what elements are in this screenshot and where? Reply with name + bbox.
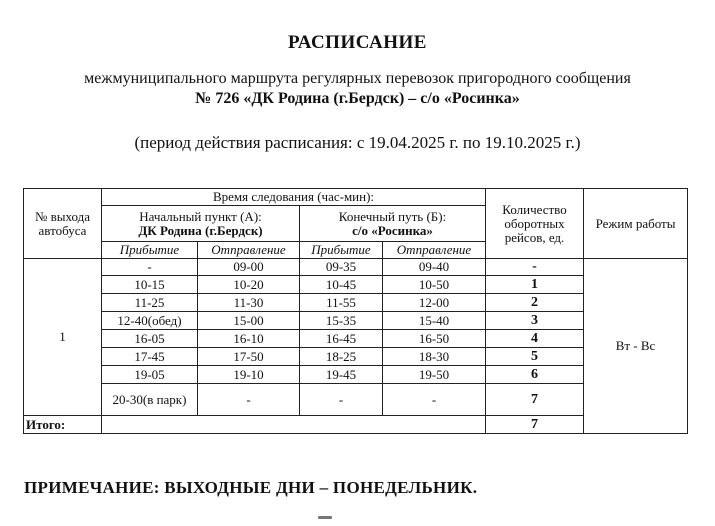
schedule-table (23, 188, 688, 434)
b-arrival-cell: - (300, 384, 383, 416)
header-trips-count: Количество оборотных рейсов, ед. (486, 189, 584, 259)
a-departure-cell: 09-00 (198, 259, 300, 276)
trip-count-cell: 7 (486, 384, 584, 416)
b-arrival-cell: 09-35 (300, 259, 383, 276)
b-departure-cell: 09-40 (383, 259, 486, 276)
b-departure-cell: 12-00 (383, 294, 486, 312)
a-departure-cell: 10-20 (198, 276, 300, 294)
header-a-arrival: Прибытие (102, 242, 198, 259)
a-arrival-cell: 12-40(обед) (102, 312, 198, 330)
header-b-departure: Отправление (383, 242, 486, 259)
b-departure-cell: 10-50 (383, 276, 486, 294)
point-a-name: ДК Родина (г.Бердск) (138, 222, 263, 238)
a-arrival-cell: 11-25 (102, 294, 198, 312)
route-name: № 726 «ДК Родина (г.Бердск) – с/о «Росинка» (195, 90, 520, 107)
b-departure-cell: 19-50 (383, 366, 486, 384)
total-value: 7 (486, 416, 584, 434)
header-a-departure: Отправление (198, 242, 300, 259)
a-departure-cell: 16-10 (198, 330, 300, 348)
b-departure-cell: - (383, 384, 486, 416)
b-arrival-cell: 10-45 (300, 276, 383, 294)
validity-period: (период действия расписания: с 19.04.2025 г. по 19.10.2025 г.) (134, 133, 581, 152)
point-b-name: с/о «Росинка» (352, 222, 433, 238)
table-row (24, 259, 688, 276)
trip-count-cell: 5 (486, 348, 584, 366)
trip-count-cell: 3 (486, 312, 584, 330)
header-exit-number: № выхода автобуса (24, 189, 102, 259)
point-b-label: Конечный путь (Б): (338, 208, 447, 224)
total-label: Итого: (24, 416, 102, 434)
bus-exit-number: 1 (24, 259, 102, 416)
b-departure-cell: 18-30 (383, 348, 486, 366)
a-departure-cell: 17-50 (198, 348, 300, 366)
point-a-label: Начальный пункт (А): (139, 208, 262, 224)
header-point-a (102, 206, 300, 242)
total-spacer (102, 416, 486, 434)
header-mode: Режим работы (584, 189, 688, 259)
a-departure-cell: 15-00 (198, 312, 300, 330)
header-point-b (300, 206, 486, 242)
mode-value: Вт - Вс (584, 259, 688, 434)
a-arrival-cell: 10-15 (102, 276, 198, 294)
trip-count-cell: 6 (486, 366, 584, 384)
a-departure-cell: 11-30 (198, 294, 300, 312)
b-arrival-cell: 19-45 (300, 366, 383, 384)
footnote: ПРИМЕЧАНИЕ: ВЫХОДНЫЕ ДНИ – ПОНЕДЕЛЬНИК. (24, 478, 478, 497)
b-arrival-cell: 16-45 (300, 330, 383, 348)
trip-count-cell: 1 (486, 276, 584, 294)
b-arrival-cell: 11-55 (300, 294, 383, 312)
header-b-arrival: Прибытие (300, 242, 383, 259)
b-arrival-cell: 15-35 (300, 312, 383, 330)
a-arrival-cell: - (102, 259, 198, 276)
trip-count-cell: 4 (486, 330, 584, 348)
scan-artifact (318, 516, 332, 519)
document-title: РАСПИСАНИЕ (288, 32, 427, 53)
trip-count-cell: 2 (486, 294, 584, 312)
a-arrival-cell: 17-45 (102, 348, 198, 366)
header-time-group: Время следования (час-мин): (102, 189, 486, 206)
b-departure-cell: 15-40 (383, 312, 486, 330)
a-arrival-cell: 19-05 (102, 366, 198, 384)
route-description: межмуниципального маршрута регулярных перевозок пригородного сообщения (84, 70, 631, 87)
a-departure-cell: - (198, 384, 300, 416)
b-departure-cell: 16-50 (383, 330, 486, 348)
a-departure-cell: 19-10 (198, 366, 300, 384)
trip-count-cell: - (486, 259, 584, 276)
a-arrival-cell: 20-30(в парк) (102, 384, 198, 416)
a-arrival-cell: 16-05 (102, 330, 198, 348)
b-arrival-cell: 18-25 (300, 348, 383, 366)
